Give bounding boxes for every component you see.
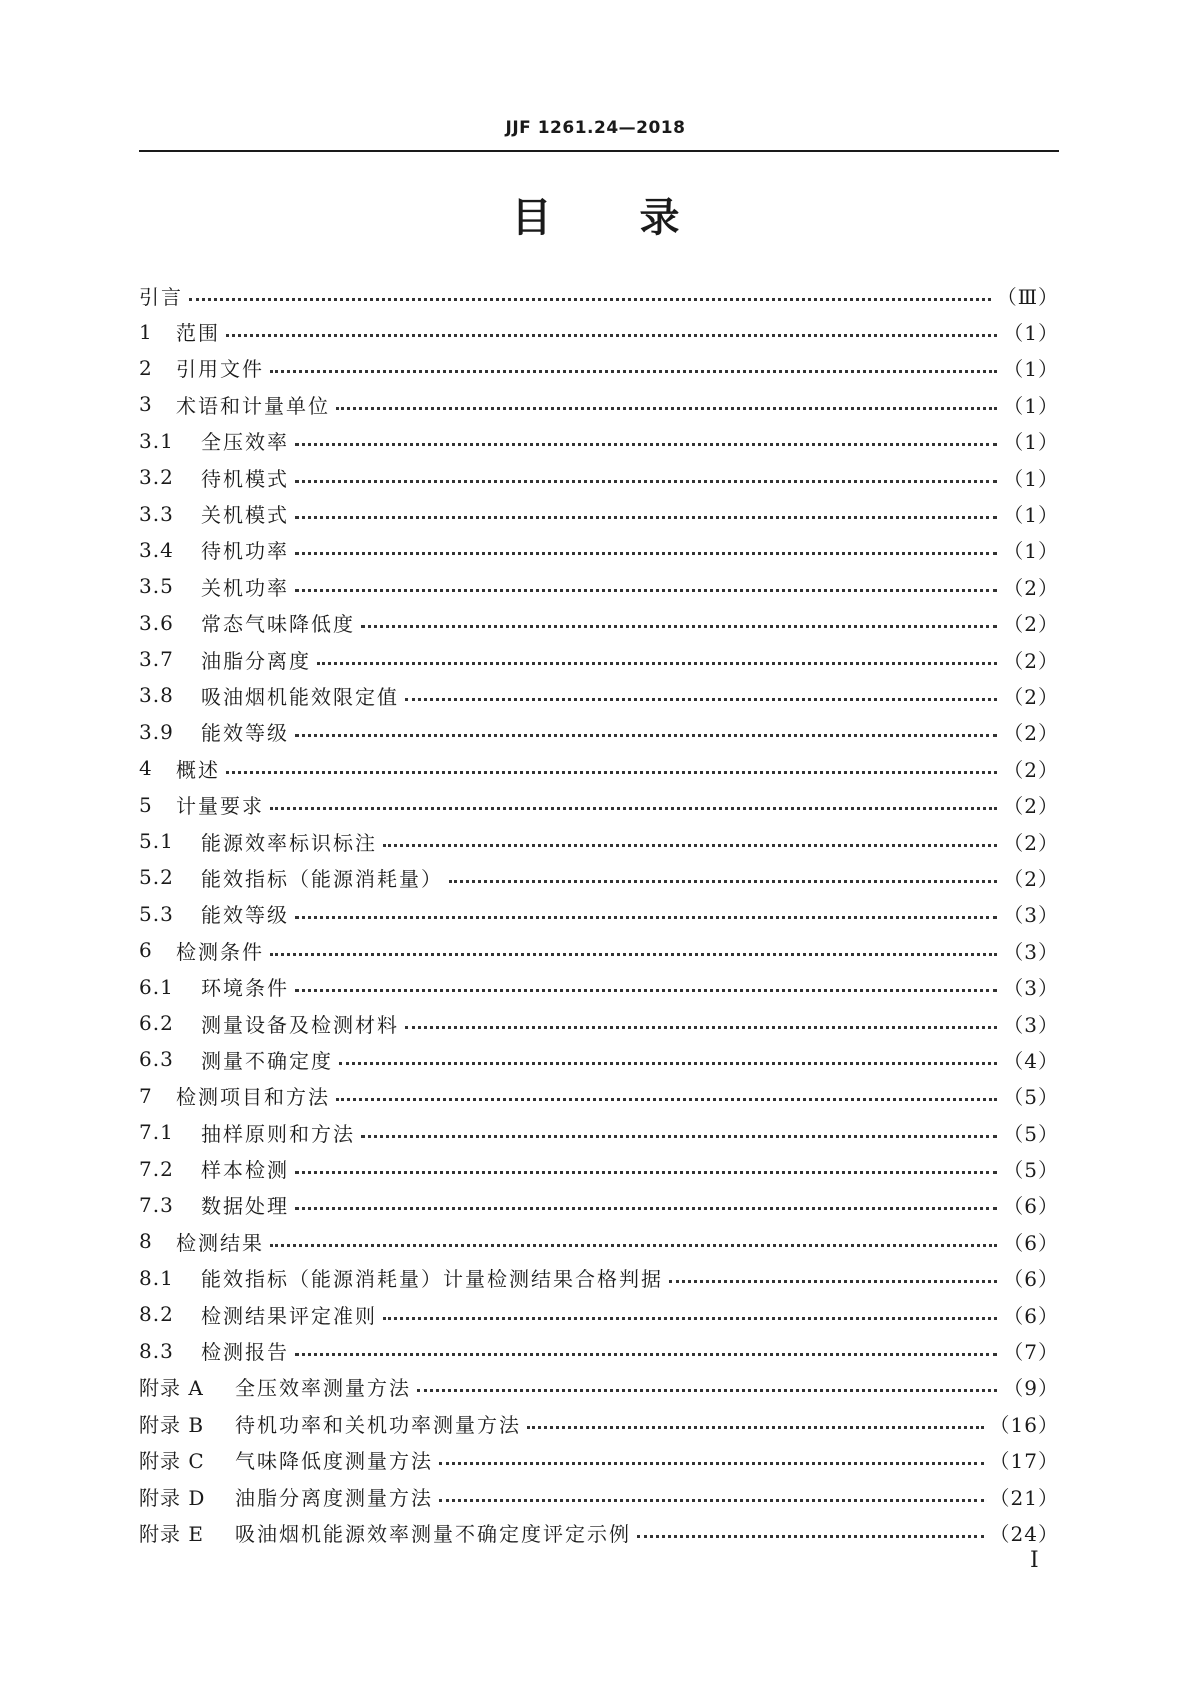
dot-leader: [189, 298, 991, 301]
title-char-2: 录: [639, 195, 680, 241]
toc-entry-number: 3.6: [139, 610, 174, 635]
toc-entry-page: （24）: [989, 1521, 1059, 1546]
toc-entry-number: 7.3: [139, 1192, 174, 1217]
toc-entry-page: （6）: [1003, 1194, 1059, 1219]
dot-leader: [336, 407, 997, 410]
toc-entry[interactable]: [139, 1041, 1059, 1077]
dot-leader: [295, 989, 997, 992]
toc-entry[interactable]: [139, 459, 1059, 495]
toc-entry-page: （6）: [1003, 1303, 1059, 1328]
toc-entry[interactable]: [139, 313, 1059, 349]
toc-entry-page: （1）: [1003, 539, 1059, 564]
dot-leader: [383, 844, 997, 847]
toc-entry-page: （5）: [1003, 1085, 1059, 1110]
dot-leader: [270, 807, 997, 810]
toc-entry-page: （Ⅲ）: [996, 284, 1059, 309]
toc-entry-title: 能效等级: [201, 721, 289, 746]
dot-leader: [270, 953, 997, 956]
toc-entry-title: 检测报告: [201, 1340, 289, 1365]
toc-entry[interactable]: [139, 495, 1059, 531]
toc-entry-number: 附录 C: [139, 1449, 205, 1474]
dot-leader: [270, 370, 997, 373]
toc-entry-page: （3）: [1003, 976, 1059, 1001]
dot-leader: [295, 1207, 997, 1210]
toc-entry-page: （2）: [1003, 684, 1059, 709]
toc-entry-number: 3.5: [139, 574, 174, 599]
toc-entry-number: 6.3: [139, 1047, 174, 1072]
toc-entry-number: 1: [139, 319, 153, 344]
toc-entry-page: （3）: [1003, 1012, 1059, 1037]
dot-leader: [361, 625, 997, 628]
toc-entry-page: （16）: [989, 1412, 1059, 1437]
dot-leader: [295, 734, 997, 737]
toc-entry-number: 3: [139, 392, 153, 417]
toc-entry-title: 关机功率: [201, 575, 289, 600]
toc-entry-title: 能效等级: [201, 903, 289, 928]
toc-entry-number: 6.1: [139, 974, 174, 999]
toc-entry-title: 范围: [176, 321, 220, 346]
toc-entry-page: （1）: [1003, 393, 1059, 418]
toc-entry[interactable]: [139, 423, 1059, 459]
toc-entry-title: 气味降低度测量方法: [235, 1449, 433, 1474]
toc-entry-page: （9）: [1003, 1376, 1059, 1401]
table-of-contents: [139, 277, 1059, 1551]
toc-entry-title: 测量设备及检测材料: [201, 1012, 399, 1037]
dot-leader: [361, 1135, 997, 1138]
toc-entry-page: （1）: [1003, 466, 1059, 491]
toc-entry[interactable]: [139, 932, 1059, 968]
toc-entry[interactable]: [139, 1260, 1059, 1296]
toc-entry-page: （7）: [1003, 1340, 1059, 1365]
dot-leader: [405, 1026, 997, 1029]
toc-entry-title: 待机功率: [201, 539, 289, 564]
toc-entry-number: 8.2: [139, 1302, 174, 1327]
toc-entry[interactable]: [139, 277, 1059, 313]
toc-entry[interactable]: [139, 896, 1059, 932]
dot-leader: [295, 916, 997, 919]
dot-leader: [527, 1426, 984, 1429]
toc-entry-page: （2）: [1003, 794, 1059, 819]
dot-leader: [417, 1389, 997, 1392]
toc-entry-page: （1）: [1003, 321, 1059, 346]
toc-entry-number: 附录 B: [139, 1412, 205, 1437]
dot-leader: [295, 552, 997, 555]
toc-entry[interactable]: [139, 750, 1059, 786]
toc-entry-page: （5）: [1003, 1158, 1059, 1183]
toc-entry-page: （4）: [1003, 1048, 1059, 1073]
toc-entry-number: 4: [139, 756, 153, 781]
toc-entry-page: （3）: [1003, 939, 1059, 964]
toc-entry-title: 引用文件: [176, 357, 264, 382]
toc-entry[interactable]: [139, 1223, 1059, 1259]
toc-entry-title: 能效指标（能源消耗量）计量检测结果合格判据: [201, 1267, 663, 1292]
toc-entry-page: （2）: [1003, 757, 1059, 782]
toc-entry[interactable]: [139, 641, 1059, 677]
toc-entry-title: 关机模式: [201, 503, 289, 528]
toc-entry[interactable]: [139, 1478, 1059, 1514]
dot-leader: [669, 1280, 997, 1283]
toc-entry-title: 测量不确定度: [201, 1048, 333, 1073]
toc-entry-number: 附录 D: [139, 1485, 206, 1510]
toc-entry-page: （6）: [1003, 1230, 1059, 1255]
toc-entry-title: 待机模式: [201, 466, 289, 491]
toc-entry-page: （3）: [1003, 903, 1059, 928]
dot-leader: [405, 698, 997, 701]
toc-entry-number: 8: [139, 1229, 153, 1254]
toc-entry-title: 全压效率测量方法: [235, 1376, 411, 1401]
toc-entry-number: 附录 A: [139, 1376, 204, 1401]
dot-leader: [295, 443, 997, 446]
toc-entry-page: （21）: [989, 1485, 1059, 1510]
toc-entry-title: 能源效率标识标注: [201, 830, 377, 855]
title-char-1: 目: [511, 195, 552, 241]
toc-entry-title: 检测结果: [176, 1230, 264, 1255]
dot-leader: [637, 1535, 984, 1538]
toc-entry-number: 5.1: [139, 829, 174, 854]
toc-entry-title: 抽样原则和方法: [201, 1121, 355, 1146]
toc-entry-title: 概述: [176, 757, 220, 782]
toc-entry-number: 3.2: [139, 465, 174, 490]
page-title: [0, 194, 1191, 242]
toc-entry-number: 5.2: [139, 865, 174, 890]
toc-entry-number: 附录 E: [139, 1521, 204, 1546]
toc-entry[interactable]: [139, 968, 1059, 1004]
toc-entry-title: 吸油烟机能源效率测量不确定度评定示例: [235, 1521, 631, 1546]
toc-entry-page: （2）: [1003, 575, 1059, 600]
page-number: Ⅰ: [1030, 1548, 1039, 1573]
toc-entry[interactable]: [139, 714, 1059, 750]
toc-entry[interactable]: [139, 677, 1059, 713]
dot-leader: [295, 1353, 997, 1356]
toc-entry-number: 3.4: [139, 537, 174, 562]
toc-entry-title: 全压效率: [201, 430, 289, 455]
dot-leader: [383, 1317, 997, 1320]
header-rule: [139, 150, 1059, 152]
toc-entry-title: 计量要求: [176, 794, 264, 819]
toc-entry-number: 6: [139, 938, 153, 963]
toc-entry[interactable]: [139, 1150, 1059, 1186]
dot-leader: [295, 480, 997, 483]
toc-entry-title: 引言: [139, 284, 183, 309]
toc-entry[interactable]: [139, 568, 1059, 604]
toc-entry[interactable]: [139, 786, 1059, 822]
dot-leader: [226, 334, 997, 337]
toc-entry-page: （2）: [1003, 721, 1059, 746]
dot-leader: [295, 1171, 997, 1174]
toc-entry-page: （17）: [989, 1449, 1059, 1474]
dot-leader: [339, 1062, 997, 1065]
toc-entry[interactable]: [139, 1005, 1059, 1041]
toc-entry-page: （6）: [1003, 1267, 1059, 1292]
toc-entry[interactable]: [139, 350, 1059, 386]
toc-entry-page: （5）: [1003, 1121, 1059, 1146]
toc-entry-title: 检测条件: [176, 939, 264, 964]
toc-entry-title: 检测结果评定准则: [201, 1303, 377, 1328]
toc-entry-page: （1）: [1003, 430, 1059, 455]
toc-entry[interactable]: [139, 386, 1059, 422]
toc-entry-number: 3.7: [139, 647, 174, 672]
toc-entry[interactable]: [139, 1405, 1059, 1441]
toc-entry-number: 7: [139, 1083, 153, 1108]
toc-entry[interactable]: [139, 605, 1059, 641]
toc-entry-title: 数据处理: [201, 1194, 289, 1219]
toc-entry[interactable]: [139, 532, 1059, 568]
toc-entry-number: 3.9: [139, 719, 174, 744]
toc-entry-number: 7.2: [139, 1156, 174, 1181]
dot-leader: [295, 516, 997, 519]
toc-entry-page: （2）: [1003, 866, 1059, 891]
toc-entry-number: 8.3: [139, 1338, 174, 1363]
dot-leader: [317, 662, 997, 665]
toc-entry-page: （2）: [1003, 830, 1059, 855]
toc-entry-title: 油脂分离度测量方法: [235, 1485, 433, 1510]
toc-entry-title: 常态气味降低度: [201, 612, 355, 637]
toc-entry-title: 待机功率和关机功率测量方法: [235, 1412, 521, 1437]
toc-entry-number: 8.1: [139, 1265, 174, 1290]
dot-leader: [336, 1098, 997, 1101]
toc-entry[interactable]: [139, 1369, 1059, 1405]
toc-entry[interactable]: [139, 823, 1059, 859]
toc-entry[interactable]: [139, 1078, 1059, 1114]
toc-entry-number: 3.8: [139, 683, 174, 708]
dot-leader: [295, 589, 997, 592]
toc-entry[interactable]: [139, 1442, 1059, 1478]
dot-leader: [449, 880, 997, 883]
toc-entry-page: （2）: [1003, 648, 1059, 673]
toc-entry-title: 术语和计量单位: [176, 393, 330, 418]
toc-entry-number: 5: [139, 792, 153, 817]
toc-entry[interactable]: [139, 1114, 1059, 1150]
toc-entry-number: 2: [139, 355, 153, 380]
toc-entry-number: 3.3: [139, 501, 174, 526]
toc-entry-page: （1）: [1003, 503, 1059, 528]
toc-entry-title: 环境条件: [201, 976, 289, 1001]
dot-leader: [270, 1244, 997, 1247]
dot-leader: [439, 1499, 984, 1502]
toc-entry[interactable]: [139, 1332, 1059, 1368]
toc-entry-number: 7.1: [139, 1120, 174, 1145]
toc-entry-number: 3.1: [139, 428, 174, 453]
toc-entry-title: 样本检测: [201, 1158, 289, 1183]
dot-leader: [226, 771, 997, 774]
toc-entry-number: 5.3: [139, 901, 174, 926]
toc-entry[interactable]: [139, 1514, 1059, 1550]
toc-entry-number: 6.2: [139, 1011, 174, 1035]
toc-entry-title: 检测项目和方法: [176, 1085, 330, 1110]
toc-entry-page: （1）: [1003, 357, 1059, 382]
standard-code-header: JJF 1261.24—2018: [505, 118, 686, 138]
toc-entry-title: 油脂分离度: [201, 648, 311, 673]
dot-leader: [439, 1462, 984, 1465]
toc-entry[interactable]: [139, 1296, 1059, 1332]
toc-entry[interactable]: [139, 1187, 1059, 1223]
toc-entry[interactable]: [139, 859, 1059, 895]
toc-entry-title: 能效指标（能源消耗量）: [201, 866, 443, 891]
toc-entry-page: （2）: [1003, 612, 1059, 637]
toc-entry-title: 吸油烟机能效限定值: [201, 684, 399, 709]
